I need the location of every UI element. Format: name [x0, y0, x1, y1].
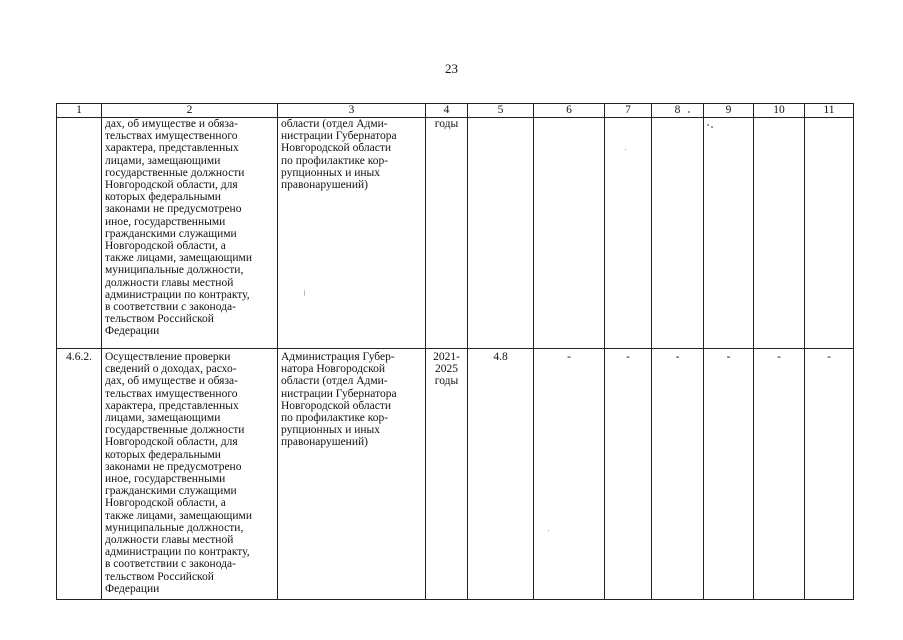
value-cell: -: [605, 349, 652, 600]
row-number-cell: 4.6.2.: [57, 349, 102, 600]
table-header-row: [57, 104, 854, 118]
column-header: 3: [278, 104, 426, 118]
column-header: 2: [102, 104, 278, 118]
value-cell: [605, 118, 652, 349]
scan-speck: [688, 111, 690, 113]
description-cell: [102, 349, 278, 600]
column-header: 1: [57, 104, 102, 118]
description-cell: [102, 118, 278, 349]
value-cell: [652, 118, 704, 349]
value-cell: [534, 118, 605, 349]
value-cell: [754, 118, 805, 349]
scan-speck: [707, 124, 709, 126]
row-number-cell: [57, 118, 102, 349]
period-cell: [426, 118, 468, 349]
description-text: дах, об имуществе и обяза- тельствах имущественного характера, представленных лицами, замещающими государственные должности Новгородской области, для которых федеральными законами не предусмотрено иное, государственными гражданскими служащими Новгородской области, а также лицами, замещающими муниципальные должности, должности главы местной администрации по контракту, в соответствии с законода- тельством Российской Федерации: [105, 118, 252, 338]
value-cell: -: [805, 349, 854, 600]
value-cell: [805, 118, 854, 349]
column-header: 8: [652, 104, 704, 118]
indicator-cell: [468, 118, 534, 349]
column-header: 5: [468, 104, 534, 118]
page-number: 23: [445, 61, 458, 76]
table-row: [57, 349, 854, 600]
plan-table: [56, 103, 854, 600]
scan-speck: [711, 126, 713, 128]
executor-cell: [278, 118, 426, 349]
period-cell: [426, 349, 468, 600]
period-text: 2021- 2025 годы: [433, 351, 460, 388]
value-cell: -: [754, 349, 805, 600]
executor-text: Администрация Губер- натора Новгородской области (отдел Адми- нистрации Губернатора Новгородской области по профилактике кор- рупционных и иных правонарушений): [281, 351, 397, 449]
column-header: 7: [605, 104, 652, 118]
value-cell: -: [652, 349, 704, 600]
column-header: 9: [704, 104, 754, 118]
scan-speck: [548, 530, 549, 531]
period-text: годы: [434, 118, 459, 130]
value-cell: -: [534, 349, 605, 600]
table-row: [57, 118, 854, 349]
column-header: 11: [805, 104, 854, 118]
indicator-cell: 4.8: [468, 349, 534, 600]
value-cell: [704, 118, 754, 349]
column-header: 4: [426, 104, 468, 118]
value-cell: -: [704, 349, 754, 600]
executor-text: области (отдел Адми- нистрации Губернатора Новгородской области по профилактике кор- рупционных и иных правонарушений): [281, 118, 397, 192]
scan-speck: [625, 149, 626, 150]
description-text: Осуществление проверки сведений о доходах, расхо- дах, об имуществе и обяза- тельствах имущественного характера, представленных лицами, замещающими государственные должности Новгородской области, для которых федеральными законами не предусмотрено иное, государственными гражданскими служащими Новгородской области, а также лицами, замещающими муниципальные должности, должности главы местной администрации по контракту, в соответствии с законода- тельством Российской Федерации: [105, 351, 252, 595]
column-header: 6: [534, 104, 605, 118]
executor-cell: [278, 349, 426, 600]
column-header: 10: [754, 104, 805, 118]
scan-speck: [304, 290, 305, 296]
